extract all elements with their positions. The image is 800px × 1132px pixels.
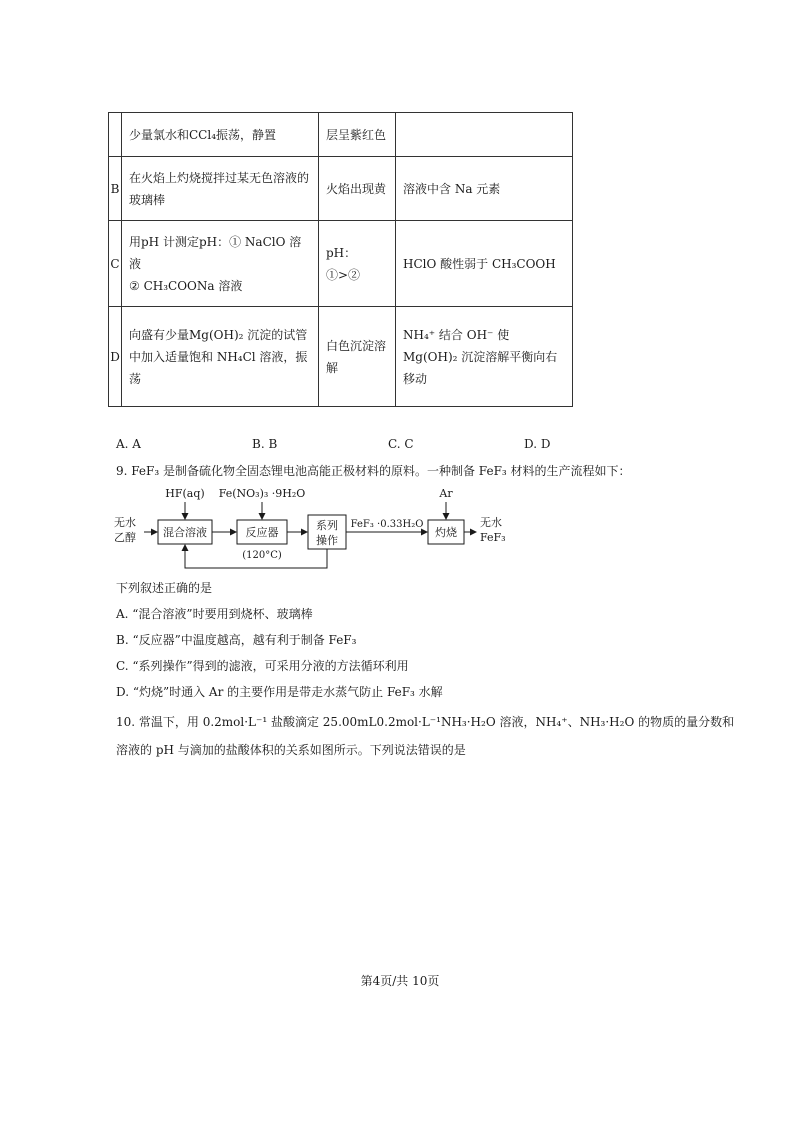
option-d[interactable]: D. D xyxy=(524,437,551,451)
table-row xyxy=(109,221,573,307)
row-label: C xyxy=(109,221,122,307)
operation-line-1: 用pH 计测定pH：① NaClO 溶液 xyxy=(129,234,302,271)
q9-option-b[interactable]: B. “反应器”中温度越高，越有利于制备 FeF₃ xyxy=(116,633,357,647)
phenomenon-cell: 火焰出现黄 xyxy=(319,157,396,221)
reagent-label: Fe(NO₃)₃ ·9H₂O xyxy=(218,487,306,500)
table-row xyxy=(109,113,573,157)
conclusion-cell xyxy=(396,113,573,157)
box-label: 操作 xyxy=(316,534,338,547)
operation-cell: 向盛有少量Mg(OH)₂ 沉淀的试管中加入适量饱和 NH₄Cl 溶液，振荡 xyxy=(122,307,319,407)
operation-cell: 少量氯水和CCl₄振荡，静置 xyxy=(122,113,319,157)
row-label: D xyxy=(109,307,122,407)
conclusion-cell: NH₄⁺ 结合 OH⁻ 使 Mg(OH)₂ 沉淀溶解平衡向右移动 xyxy=(396,307,573,407)
row-label: B xyxy=(109,157,122,221)
conclusion-cell: 溶液中含 Na 元素 xyxy=(396,157,573,221)
phenomenon-cell: 层呈紫红色 xyxy=(319,113,396,157)
box-label: 混合溶液 xyxy=(163,526,207,539)
option-a[interactable]: A. A xyxy=(116,437,141,451)
option-c[interactable]: C. C xyxy=(388,437,414,451)
row-label xyxy=(109,113,122,157)
process-flow-diagram xyxy=(110,478,530,578)
experiment-table xyxy=(108,112,573,407)
input-label: 无水 xyxy=(114,516,136,529)
box-label: 灼烧 xyxy=(435,526,457,539)
q9-option-c[interactable]: C. “系列操作”得到的滤液，可采用分液的方法循环利用 xyxy=(116,659,409,673)
box-label: 系列 xyxy=(316,519,338,532)
phenomenon-cell: 白色沉淀溶解 xyxy=(319,307,396,407)
table-row xyxy=(109,157,573,221)
operation-line-2: ② CH₃COONa 溶液 xyxy=(129,278,243,293)
table-row xyxy=(109,307,573,407)
page-number: 第4页/共 10页 xyxy=(360,974,440,988)
input-label: 乙醇 xyxy=(114,531,136,544)
conclusion-cell: HClO 酸性弱于 CH₃COOH xyxy=(396,221,573,307)
reagent-label: HF(aq) xyxy=(165,487,205,500)
output-label: FeF₃ xyxy=(480,531,506,544)
operation-cell: 在火焰上灼烧搅拌过某无色溶液的玻璃棒 xyxy=(122,157,319,221)
box-label: 反应器 xyxy=(245,526,279,539)
q10-stem-line-1: 10. 常温下，用 0.2mol·L⁻¹ 盐酸滴定 25.00mL0.2mol·L⁻¹NH₃·H₂O 溶液，NH₄⁺、NH₃·H₂O 的物质的量分数和 xyxy=(116,715,735,729)
operation-cell xyxy=(122,221,319,307)
option-b[interactable]: B. B xyxy=(252,437,278,451)
q9-option-a[interactable]: A. “混合溶液”时要用到烧杯、玻璃棒 xyxy=(116,607,313,621)
phenomenon-cell: pH：①>② xyxy=(319,221,396,307)
output-label: 无水 xyxy=(480,516,502,529)
q9-prompt: 下列叙述正确的是 xyxy=(116,581,213,595)
q9-stem: 9. FeF₃ 是制备硫化物全固态锂电池高能正极材料的原料。一种制备 FeF₃ 材料的生产流程如下： xyxy=(116,464,631,478)
q10-stem-line-2: 溶液的 pH 与滴加的盐酸体积的关系如图所示。下列说法错误的是 xyxy=(116,743,466,757)
reagent-label: Ar xyxy=(439,487,453,500)
q9-option-d[interactable]: D. “灼烧”时通入 Ar 的主要作用是带走水蒸气防止 FeF₃ 水解 xyxy=(116,685,443,699)
intermediate-label: FeF₃ ·0.33H₂O xyxy=(350,519,424,530)
temperature-label: (120°C) xyxy=(242,550,282,561)
